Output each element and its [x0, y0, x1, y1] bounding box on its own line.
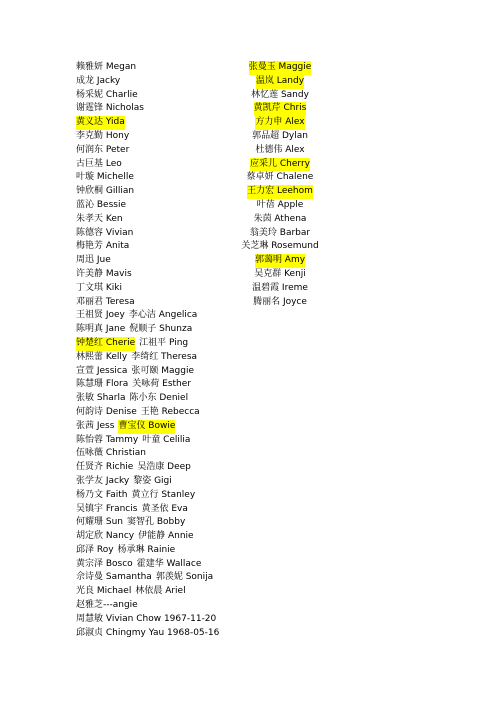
name-entry: 窦智孔 Bobby [126, 517, 186, 528]
name-entry: 吴镇宇 Francis [76, 503, 138, 514]
name-entry: 叶璇 Michelle [76, 172, 134, 183]
name-entry: 黎姿 Gigi [133, 475, 172, 486]
name-entry: 丁文琪 Kiki [76, 282, 122, 293]
name-entry: 邱泽 Roy [76, 544, 114, 555]
name-entry: 许美静 Mavis [76, 268, 132, 279]
left-list-line [76, 558, 256, 572]
left-list-line [76, 323, 256, 337]
name-entry: 邱淑贞 Chingmy Yau 1968-05-16 [76, 627, 220, 638]
left-list-line [76, 351, 256, 365]
name-entry: 张茜 Jess [76, 420, 115, 431]
name-entry: 何耀珊 Sun [76, 517, 123, 528]
highlighted-name-entry: 黄义达 Yida [76, 116, 125, 130]
name-entry: 钟欣桐 Gillian [76, 186, 135, 197]
name-entry: 陈慧珊 Flora [76, 379, 129, 390]
name-entry: 周迅 Jue [76, 255, 111, 266]
left-list-line [76, 337, 256, 351]
name-entry: 张可颐 Maggie [131, 365, 195, 376]
left-list-line [76, 599, 256, 613]
name-entry: 腾丽名 Joyce [253, 296, 307, 307]
name-entry: 李心洁 Angelica [128, 310, 198, 321]
name-entry: 周慧敏 Vivian Chow 1967-11-20 [76, 613, 217, 624]
left-list-line [76, 365, 256, 379]
left-list-line [76, 544, 256, 558]
highlighted-name-entry: 曹宝仪 Bowie [118, 420, 175, 434]
name-entry: 翁美玲 Barbar [249, 227, 311, 238]
left-list-line [76, 503, 256, 517]
name-entry: 郭羡妮 Sonija [155, 572, 214, 583]
highlighted-name-entry: 应采儿 Cherry [250, 158, 310, 172]
name-entry: 杨采妮 Charlie [76, 89, 138, 100]
name-entry: 黄宗泽 Bosco [76, 558, 133, 569]
name-entry: 杜德伟 Alex [255, 144, 305, 155]
left-list-line [76, 392, 256, 406]
name-entry: 杨承琳 Rainie [117, 544, 176, 555]
name-entry: 关芝琳 Rosemund [241, 241, 319, 252]
name-entry: 林熙蕾 Kelly [76, 351, 128, 362]
name-entry: 蔡卓妍 Chalene [246, 172, 314, 183]
highlighted-name-entry: 王力宏 Leehom [247, 185, 313, 199]
right-list-line [220, 116, 340, 130]
left-list-line [76, 571, 256, 585]
right-list-line [220, 130, 340, 144]
right-list-line [220, 171, 340, 185]
left-list-line [76, 613, 256, 627]
right-list-line [220, 268, 340, 282]
name-entry: 李克勤 Hony [76, 130, 130, 141]
left-list-line [76, 420, 256, 434]
name-entry: 伍咏薇 Christian [76, 448, 146, 459]
left-list-line [76, 516, 256, 530]
left-list-line [76, 475, 256, 489]
right-list-line [220, 75, 340, 89]
left-list-line [76, 489, 256, 503]
name-entry: 宣萱 Jessica [76, 365, 128, 376]
name-entry: 胡定欣 Nancy [76, 531, 135, 542]
left-list-line [76, 447, 256, 461]
name-entry: 关咏荷 Esther [132, 379, 191, 390]
name-entry: 黄圣依 Eva [141, 503, 188, 514]
name-entry: 伊能静 Annie [138, 531, 194, 542]
name-entry: 倪顺子 Shunza [129, 324, 193, 335]
name-entry: 陈德容 Vivian [76, 227, 134, 238]
name-entry: 林忆莲 Sandy [251, 89, 309, 100]
name-entry: 江祖平 Ping [139, 337, 189, 348]
name-entry: 何润东 Peter [76, 144, 130, 155]
highlighted-name-entry: 方力申 Alex [255, 116, 304, 130]
right-list-line [220, 102, 340, 116]
highlighted-name-entry: 钟楚红 Cherie [76, 337, 135, 351]
right-list-line [220, 282, 340, 296]
left-list-line [76, 309, 256, 323]
right-list-line [220, 185, 340, 199]
name-entry: 林依晨 Ariel [135, 586, 186, 597]
name-entry: 谢霆锋 Nicholas [76, 103, 144, 114]
name-entry: 光良 Michael [76, 586, 132, 597]
name-entry: 朱孝天 Ken [76, 213, 123, 224]
name-entry: 陈小东 Deniel [129, 393, 189, 404]
right-list-line [220, 144, 340, 158]
right-list-line [220, 227, 340, 241]
name-entry: 王艳 Rebecca [140, 406, 200, 417]
right-list-line [220, 296, 340, 310]
name-entry: 叶蓓 Apple [256, 199, 304, 210]
name-entry: 何韵诗 Denise [76, 406, 137, 417]
right-name-list [220, 61, 340, 309]
name-entry: 朱茵 Athena [253, 213, 307, 224]
name-entry: 张学友 Jacky [76, 475, 130, 486]
highlighted-name-entry: 张曼玉 Maggie [249, 61, 312, 75]
right-list-line [220, 89, 340, 103]
highlighted-name-entry: 黄凯芹 Chris [254, 102, 307, 116]
name-entry: 邓丽君 Teresa [76, 296, 135, 307]
name-entry: 杨乃文 Faith [76, 489, 128, 500]
left-list-line [76, 434, 256, 448]
name-entry: 任贤齐 Richie [76, 462, 134, 473]
left-list-line [76, 406, 256, 420]
right-list-line [220, 240, 340, 254]
right-list-line [220, 158, 340, 172]
highlighted-name-entry: 郭蔼明 Amy [255, 254, 305, 268]
name-entry: 李绮红 Theresa [131, 351, 198, 362]
name-entry: 吴克群 Kenji [254, 268, 306, 279]
name-entry: 梅艳芳 Anita [76, 241, 130, 252]
right-list-line [220, 61, 340, 75]
name-entry: 张敏 Sharla [76, 393, 126, 404]
name-entry: 叶童 Celilia [142, 434, 191, 445]
left-list-line [76, 585, 256, 599]
left-list-line [76, 461, 256, 475]
name-entry: 古巨基 Leo [76, 158, 122, 169]
right-list-line [220, 213, 340, 227]
name-entry: 赖雅妍 Megan [76, 62, 137, 72]
left-list-line [76, 627, 256, 641]
name-entry: 王祖贤 Joey [76, 310, 125, 321]
name-entry: 赵雅芝---angie [76, 600, 138, 611]
left-list-line [76, 378, 256, 392]
name-entry: 陈怡蓉 Tammy [76, 434, 139, 445]
name-entry: 陈明真 Jane [76, 324, 126, 335]
name-entry: 吴浩康 Deep [137, 462, 191, 473]
name-entry: 佘诗曼 Samantha [76, 572, 152, 583]
highlighted-name-entry: 温岚 Landy [256, 75, 304, 89]
name-entry: 郭品超 Dylan [252, 130, 308, 141]
right-list-line [220, 199, 340, 213]
left-list-line [76, 530, 256, 544]
name-entry: 霍建华 Wallace [136, 558, 202, 569]
name-entry: 蓝沁 Bessie [76, 199, 126, 210]
name-entry: 温碧霞 Ireme [252, 282, 308, 293]
name-entry: 黄立行 Stanley [131, 489, 196, 500]
name-entry: 成龙 Jacky [76, 75, 121, 86]
right-list-line [220, 254, 340, 268]
